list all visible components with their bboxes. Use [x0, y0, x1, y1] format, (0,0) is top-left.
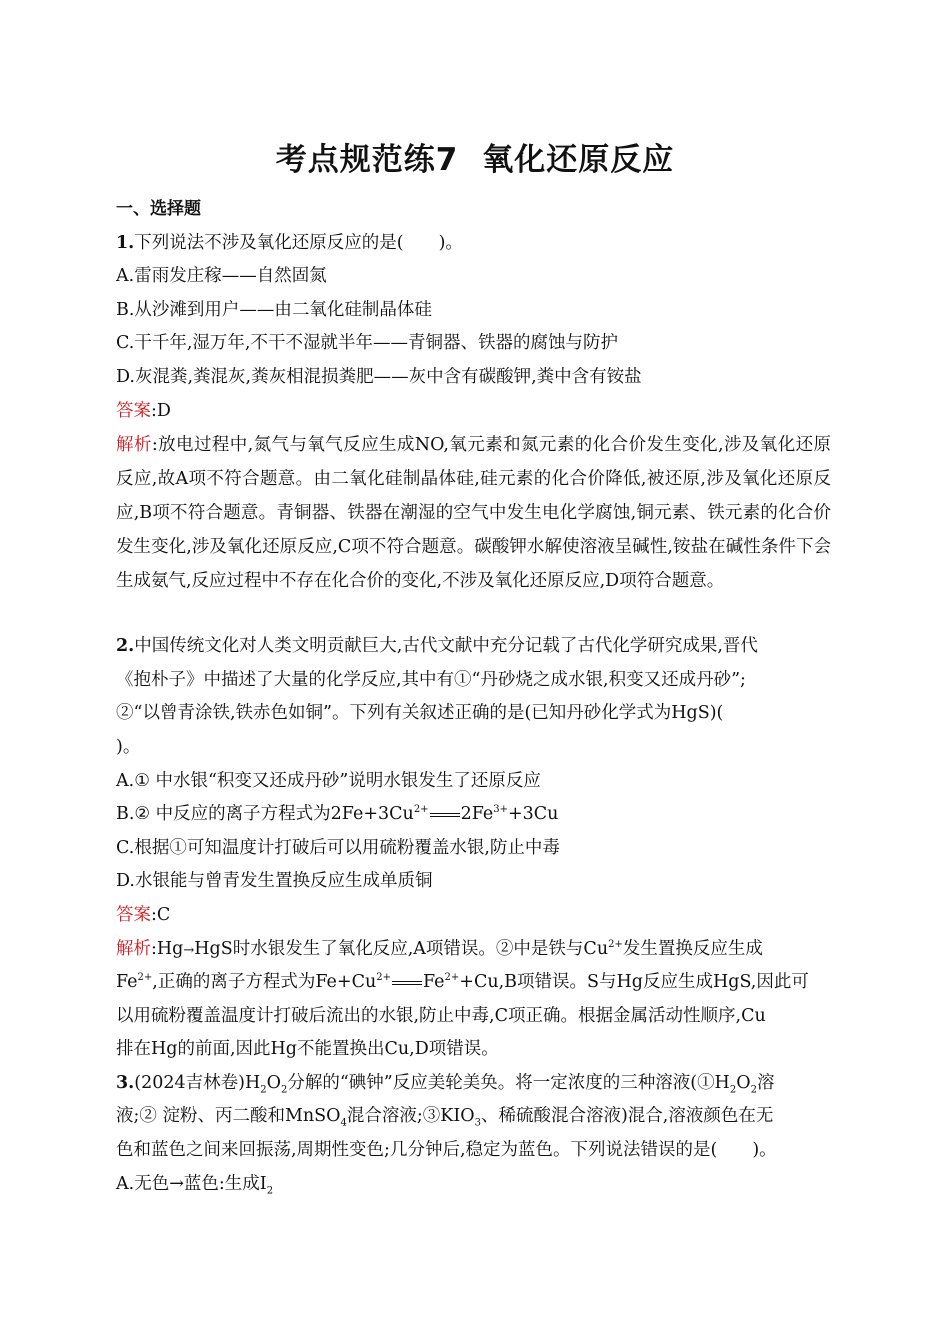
answer-value: :C [151, 904, 171, 925]
question-2-answer [116, 899, 831, 933]
document-body [116, 193, 831, 1201]
equation-sign [392, 981, 422, 985]
subscript: 3 [474, 1117, 481, 1129]
analysis-text: HgS时水银发生了氧化反应,A项错误。②中是铁与Cu [194, 938, 609, 959]
question-3-option-a [116, 1168, 831, 1202]
question-2-option-a: A.① 中水银“积变又还成丹砂”说明水银发生了还原反应 [116, 770, 541, 791]
question-number: 3. [116, 1072, 135, 1093]
option-text: +3Cu [508, 804, 559, 825]
analysis-text: ,正确的离子方程式为Fe+Cu [152, 972, 377, 993]
question-3-stem-line-3: 色和蓝色之间来回振荡,周期性变色;几分钟后,稳定为蓝色。下列说法错误的是( )。 [116, 1140, 777, 1161]
analysis-text: :放电过程中,氮气与氧气反应生成NO,氧元素和氮元素的化合价发生变化,涉及氧化还原反应,故A项不符合题意。由二氧化硅制晶体硅,硅元素的化合价降低,被还原,涉及氧化还原反应,B项不符合题意。青铜器、铁器在潮湿的空气中发生电化学腐蚀,铜元素、铁元素的化合价发生变化,涉及氧化还原反应,C项不符合题意。碳酸钾水解使溶液呈碱性,铵盐在碱性条件下会生成氨气,反应过程中不存在化合价的变化,不涉及氧化还原反应,D项符合题意。 [116, 435, 832, 592]
question-text: O [736, 1072, 751, 1093]
analysis-text: Fe [116, 972, 138, 993]
option-text: B.② 中反应的离子方程式为2Fe+3Cu [116, 804, 414, 825]
charge-superscript: 2+ [376, 972, 391, 984]
title-topic: 氧化还原反应 [482, 142, 675, 178]
charge-superscript: 2+ [608, 938, 623, 950]
question-text: 溶 [756, 1072, 775, 1093]
question-2-analysis-line-3: 以用硫粉覆盖温度计打破后流出的水银,防止中毒,C项正确。根据金属活动性顺序,Cu [116, 1005, 766, 1026]
question-text: 下列说法不涉及氧化还原反应的是( )。 [134, 232, 463, 253]
question-3-stem-line-2 [116, 1100, 831, 1134]
question-2-stem-line-4: )。 [116, 736, 141, 757]
question-1-answer [116, 395, 831, 429]
subscript: 2 [260, 1084, 267, 1096]
charge-superscript: 2+ [137, 972, 153, 984]
question-2-analysis-line-1 [116, 933, 831, 967]
subscript: 2 [266, 1185, 274, 1197]
subscript: 4 [340, 1117, 347, 1129]
question-2-analysis-line-2 [116, 966, 831, 1000]
question-2-option-d: D.水银能与曾青发生置换反应生成单质铜 [116, 871, 433, 892]
question-number: 1. [116, 232, 135, 253]
question-text: 液;② 淀粉、丙二酸和MnSO [116, 1106, 341, 1127]
question-text: 、稀硫酸混合溶液)混合,溶液颜色在无 [480, 1106, 774, 1127]
subscript: 2 [729, 1084, 737, 1096]
question-3-stem-line-1 [116, 1067, 831, 1101]
question-2-option-c: C.根据①可知温度计打破后可以用硫粉覆盖水银,防止中毒 [116, 837, 560, 858]
question-1-analysis [116, 428, 831, 630]
subscript: 2 [280, 1084, 288, 1096]
charge-superscript: 3+ [493, 804, 508, 816]
question-1-option-d: D.灰混粪,粪混灰,粪灰相混损粪肥——灰中含有碳酸钾,粪中含有铵盐 [116, 366, 642, 387]
question-1-option-a: A.雷雨发庄稼——自然固氮 [116, 266, 327, 287]
analysis-label: 解析 [116, 938, 151, 959]
charge-superscript: 2+ [413, 804, 429, 816]
analysis-text: Fe [422, 972, 445, 993]
question-1-option-c: C.干千年,湿万年,不干不湿就半年——青铜器、铁器的腐蚀与防护 [116, 333, 618, 354]
question-2-stem-line-1 [116, 630, 831, 664]
equation-sign [430, 813, 460, 817]
question-2-stem-line-3: ②“以曾青涂铁,铁赤色如铜”。下列有关叙述正确的是(已知丹砂化学式为HgS)( [116, 703, 724, 724]
question-2-option-b [116, 798, 831, 832]
question-2-stem-line-2: 《抱朴子》中描述了大量的化学反应,其中有①“丹砂烧之成水银,积变又还成丹砂”; [116, 669, 746, 690]
page-title [0, 134, 950, 179]
section-heading: 一、选择题 [116, 199, 201, 219]
question-text: 混合溶液;③KIO [346, 1106, 475, 1127]
subscript: 2 [750, 1084, 757, 1096]
answer-label: 答案 [116, 400, 151, 421]
question-text: (2024吉林卷)H [134, 1072, 261, 1093]
question-text: O [266, 1072, 281, 1093]
option-text: A.无色→蓝色:生成I [116, 1173, 267, 1194]
analysis-text: 发生置换反应生成 [622, 938, 763, 959]
question-number: 2. [116, 636, 135, 657]
analysis-text: +Cu,B项错误。S与Hg反应生成HgS,因此可 [459, 972, 809, 993]
question-text: 中国传统文化对人类文明贡献巨大,古代文献中充分记载了古代化学研究成果,晋代 [134, 636, 758, 657]
reaction-arrow: → [183, 942, 195, 958]
question-text: 分解的“碘钟”反应美轮美奂。将一定浓度的三种溶液(①H [287, 1072, 730, 1093]
question-1-stem [116, 227, 831, 261]
answer-label: 答案 [116, 904, 151, 925]
title-lesson: 考点规范练7 [275, 142, 459, 178]
analysis-label: 解析 [116, 435, 152, 456]
option-text: 2Fe [460, 804, 494, 825]
question-2-analysis-line-4: 排在Hg的前面,因此Hg不能置换出Cu,D项错误。 [116, 1039, 499, 1060]
question-1-option-b: B.从沙滩到用户——由二氧化硅制晶体硅 [116, 299, 432, 320]
answer-value: :D [151, 400, 171, 421]
analysis-text: :Hg [151, 938, 184, 959]
charge-superscript: 2+ [444, 972, 460, 984]
